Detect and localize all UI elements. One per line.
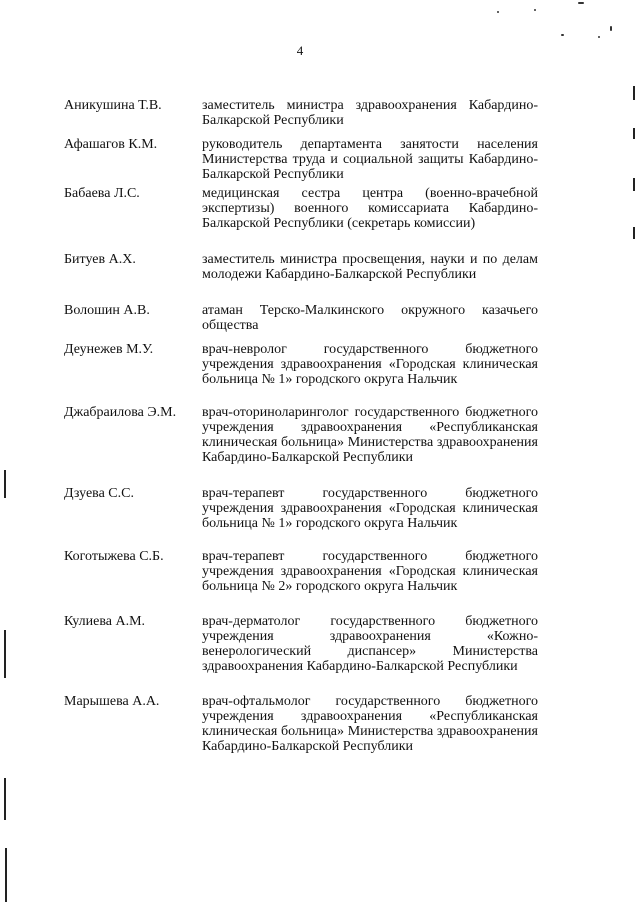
member-position: врач-невролог государственного бюджетного учреждения здравоохранения «Городская клиническая больница № 1» городского округа Нальчик [202,342,538,387]
member-name: Аникушина Т.В. [64,98,162,113]
member-position: заместитель министра здравоохранения Кабардино-Балкарской Республики [202,98,538,128]
member-name: Деунежев М.У. [64,342,154,357]
member-position: врач-офтальмолог государственного бюджетного учреждения здравоохранения «Республиканская клиническая больница» Министерства здравоохранения Кабардино-Балкарской Республики [202,694,538,754]
scan-mark [633,128,635,139]
scan-mark [633,227,635,239]
member-name: Битуев А.Х. [64,252,136,267]
member-name: Афашагов К.М. [64,137,158,152]
scan-speck [598,36,600,38]
scan-mark [4,630,6,678]
scan-mark [5,848,7,902]
member-name: Дзуева С.С. [64,486,134,501]
scan-mark [4,778,6,820]
member-name: Кулиева А.М. [64,614,146,629]
member-name: Волошин А.В. [64,303,150,318]
scan-mark [633,178,635,191]
member-name: Бабаева Л.С. [64,186,140,201]
member-position: руководитель департамента занятости населения Министерства труда и социальной защиты Кабардино-Балкарской Республики [202,137,538,182]
member-position: врач-терапевт государственного бюджетного учреждения здравоохранения «Городская клиническая больница № 2» городского округа Нальчик [202,549,538,594]
member-name: Коготыжева С.Б. [64,549,164,564]
scan-speck [534,9,536,11]
member-position: врач-оториноларинголог государственного бюджетного учреждения здравоохранения «Республиканская клиническая больница» Министерства здравоохранения Кабардино-Балкарской Республики [202,405,538,465]
scan-speck [578,2,584,4]
member-position: атаман Терско-Малкинского окружного казачьего общества [202,303,538,333]
member-position: медицинская сестра центра (военно-врачебной экспертизы) военного комиссариата Кабардино-Балкарской Республики (секретарь комиссии) [202,186,538,231]
scan-speck [561,34,564,36]
member-position: врач-терапевт государственного бюджетного учреждения здравоохранения «Городская клиническая больница № 1» городского округа Нальчик [202,486,538,531]
page-number: 4 [296,43,304,58]
scan-mark [633,86,635,100]
member-position: врач-дерматолог государственного бюджетного учреждения здравоохранения «Кожно-венерологический диспансер» Министерства здравоохранения Кабардино-Балкарской Республики [202,614,538,674]
scan-speck [497,11,499,13]
member-position: заместитель министра просвещения, науки и по делам молодежи Кабардино-Балкарской Республики [202,252,538,282]
scan-mark [4,470,6,498]
member-name: Джабраилова Э.М. [64,405,177,420]
member-name: Марышева А.А. [64,694,160,709]
scan-speck [610,26,612,31]
